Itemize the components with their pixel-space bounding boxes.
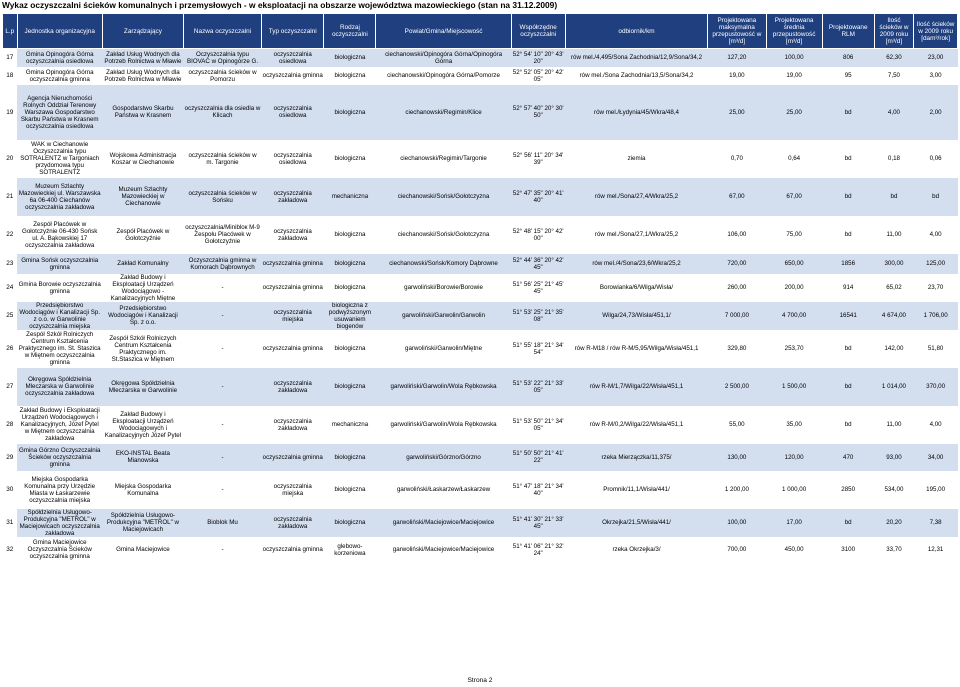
cell-pmax: 720,00 (708, 254, 766, 274)
cell-nazwa: - (184, 537, 262, 563)
column-header: Ilość ścieków w 2009 roku [dam³/rok] (914, 14, 958, 49)
cell-jednostka: Gmina Opinogóra Górna oczyszczalnia osiedlowa (17, 49, 102, 67)
cell-typ: oczyszczalnia gminna (262, 537, 324, 563)
cell-typ: oczyszczalnia osiedlowa (262, 85, 324, 140)
cell-typ: oczyszczalnia zakładowa (262, 216, 324, 254)
cell-rodzaj: biologiczna (324, 444, 376, 471)
cell-odbiornik: rów R-M/0,2/Wilga/22/Wisła/451,1 (565, 406, 708, 444)
table-row (3, 274, 958, 302)
cell-wsp: 52° 47' 35" 20° 41' 40" (511, 178, 565, 216)
cell-rlm: 470 (822, 444, 874, 471)
cell-wsp: 51° 53' 22" 21° 33' 05" (511, 368, 565, 406)
cell-rlm: 3100 (822, 537, 874, 563)
cell-lp: 29 (3, 444, 18, 471)
cell-lp: 19 (3, 85, 18, 140)
cell-jednostka: Miejska Gospodarka Komunalna przy Urzędzie Miasta w Łaskarzewie oczyszczalnia miejska (17, 471, 102, 509)
cell-rodzaj: biologiczna (324, 85, 376, 140)
cell-psr: 0,64 (766, 140, 822, 178)
cell-rodzaj: biologiczna (324, 49, 376, 67)
cell-powiat: ciechanowski/Sońsk/Gołotczyzna (376, 178, 511, 216)
cell-pmax: 0,70 (708, 140, 766, 178)
cell-zarzadzajacy: Gmina Maciejowice (102, 537, 183, 563)
cell-powiat: garwoliński/Garwolin/Garwolin (376, 302, 511, 330)
cell-pmax: 260,00 (708, 274, 766, 302)
cell-pmax: 25,00 (708, 85, 766, 140)
cell-powiat: ciechanowski/Opinogóra Górna/Pomorze (376, 67, 511, 85)
cell-rlm: 95 (822, 67, 874, 85)
cell-psr: 253,70 (766, 330, 822, 368)
column-header: Projektowana maksymalna przepustowość w [m³/d] (708, 14, 766, 49)
cell-q2: 7,38 (914, 509, 958, 537)
cell-jednostka: Gmina Maciejowice Oczyszczalnia Ścieków oczyszczalnia gminna (17, 537, 102, 563)
page-number: Strona 2 (467, 677, 493, 684)
cell-pmax: 127,20 (708, 49, 766, 67)
cell-lp: 24 (3, 274, 18, 302)
cell-powiat: garwoliński/Łaskarzew/Łaskarzew (376, 471, 511, 509)
cell-pmax: 100,00 (708, 509, 766, 537)
cell-lp: 21 (3, 178, 18, 216)
cell-lp: 32 (3, 537, 18, 563)
cell-nazwa: - (184, 302, 262, 330)
cell-zarzadzajacy: Miejska Gospodarka Komunalna (102, 471, 183, 509)
cell-powiat: garwoliński/Maciejowice/Maciejowice (376, 509, 511, 537)
cell-jednostka: WAK w Ciechanowie Oczyszczalnia typu SOTRALENTZ w Targoniach przydomowa typu SOTRALENTZ (17, 140, 102, 178)
cell-q2: 1 706,00 (914, 302, 958, 330)
cell-jednostka: Gmina Górzno Oczyszczalnia Ścieków oczyszczalnia gminna (17, 444, 102, 471)
cell-lp: 18 (3, 67, 18, 85)
table-row (3, 302, 958, 330)
cell-typ: oczyszczalnia miejska (262, 471, 324, 509)
cell-odbiornik: rów R-M18 / rów R-M/5,95/Wilga/Wisła/451,1 (565, 330, 708, 368)
cell-typ: oczyszczalnia gminna (262, 67, 324, 85)
cell-jednostka: Gmina Opinogóra Górna oczyszczalnia gminna (17, 67, 102, 85)
cell-q1: 4 674,00 (874, 302, 914, 330)
cell-psr: 120,00 (766, 444, 822, 471)
cell-pmax: 19,00 (708, 67, 766, 85)
document-title: Wykaz oczyszczalni ścieków komunalnych i przemysłowych - w eksploatacji na obszarze województwa mazowieckiego (stan na 31.12.2009) (2, 0, 558, 10)
cell-psr: 67,00 (766, 178, 822, 216)
cell-lp: 28 (3, 406, 18, 444)
cell-typ: oczyszczalnia osiedlowa (262, 140, 324, 178)
cell-psr: 650,00 (766, 254, 822, 274)
cell-jednostka: Gmina Borowie oczyszczalnia gminna (17, 274, 102, 302)
cell-pmax: 329,80 (708, 330, 766, 368)
cell-wsp: 52° 57' 40" 20° 30' 50" (511, 85, 565, 140)
cell-nazwa: - (184, 406, 262, 444)
cell-rlm: bd (822, 85, 874, 140)
cell-wsp: 52° 52' 05" 20° 42' 05" (512, 68, 564, 83)
cell-rlm: bd (822, 178, 874, 216)
cell-powiat: garwoliński/Maciejowice/Maciejowice (376, 537, 511, 563)
cell-nazwa: - (184, 368, 262, 406)
cell-rodzaj: biologiczna (324, 330, 376, 368)
cell-rlm: 16541 (822, 302, 874, 330)
cell-q2: 195,00 (914, 471, 958, 509)
cell-rodzaj: mechaniczna (324, 406, 376, 444)
cell-q1: 142,00 (874, 330, 914, 368)
cell-q2: 0,06 (914, 140, 958, 178)
cell-lp: 22 (3, 216, 18, 254)
table-row (3, 368, 958, 406)
column-header: Zarządzający (102, 14, 183, 49)
cell-lp: 23 (3, 254, 18, 274)
cell-zarzadzajacy: Spółdzielnia Usługowo-Produkcyjna "METROL" w Maciejowicach (102, 509, 183, 537)
cell-q1: 7,50 (874, 67, 914, 85)
cell-powiat: garwoliński/Górzno/Górzno (376, 444, 511, 471)
cell-wsp: 51° 53' 50" 21° 34' 05" (511, 406, 565, 444)
cell-odbiornik: rów mel./4/Sona/23,6/Wkra/25,2 (565, 254, 708, 274)
cell-jednostka: Muzeum Szlachty Mazowieckiej ul. Warszawska 6a 06-400 Ciechanów oczyszczalnia zakładowa (17, 178, 102, 216)
cell-q1: 11,00 (874, 406, 914, 444)
cell-psr: 19,00 (766, 67, 822, 85)
table-row (3, 471, 958, 509)
cell-wsp: 51° 56' 25" 21° 45' 45" (511, 274, 565, 302)
cell-psr: 450,00 (766, 537, 822, 563)
cell-q2: 34,00 (914, 444, 958, 471)
cell-pmax: 67,00 (708, 178, 766, 216)
cell-typ: oczyszczalnia miejska (262, 302, 324, 330)
cell-wsp: 51° 41' 30" 21° 33' 45" (511, 509, 565, 537)
column-header: Projektowana średnia przepustowość [m³/d] (766, 14, 822, 49)
column-header: Współrzędne oczyszczalni (511, 14, 565, 49)
cell-powiat: garwoliński/Garwolin/Miętne (376, 330, 511, 368)
cell-odbiornik: ziemia (565, 140, 708, 178)
cell-rodzaj: biologiczna (324, 216, 376, 254)
cell-powiat: ciechanowski/Regimin/Klice (376, 85, 511, 140)
cell-wsp: 51° 55' 18" 21° 34' 54" (511, 330, 565, 368)
cell-nazwa: Oczyszczalnia gminna w Komorach Dąbrownych (184, 254, 262, 274)
cell-jednostka: Agencja Nieruchomości Rolnych Oddział Terenowy Warszawa Gospodarstwo Skarbu Państwa w Krasnem oczyszczalnia osiedlowa (17, 85, 102, 140)
cell-rodzaj: biologiczna (324, 509, 376, 537)
cell-odbiornik: rów R-M/1,7/Wilga/22/Wisła/451,1 (565, 368, 708, 406)
cell-q1: 11,00 (874, 216, 914, 254)
cell-rodzaj: biologiczna (324, 368, 376, 406)
column-header: Powiat/Gmina/Miejscowość (376, 14, 511, 49)
cell-q1: 20,20 (874, 509, 914, 537)
cell-q1: 534,00 (874, 471, 914, 509)
cell-nazwa: oczyszczalnia ścieków w Pomorzu (184, 67, 262, 85)
cell-jednostka: Okręgowa Spółdzielnia Mleczarska w Garwolinie oczyszczalnia zakładowa (17, 368, 102, 406)
cell-nazwa: Oczyszczalnia typu BIOVAC w Opinogórze G. (184, 49, 262, 67)
cell-zarzadzajacy: Zespół Placówek w Gołotczyźnie (102, 216, 183, 254)
cell-pmax: 700,00 (708, 537, 766, 563)
cell-odbiornik: rzeka Mierzączka/11,375/ (565, 444, 708, 471)
cell-typ: oczyszczalnia gminna (262, 330, 324, 368)
table-row (3, 444, 958, 471)
cell-psr: 200,00 (766, 274, 822, 302)
cell-nazwa: - (184, 471, 262, 509)
cell-rlm: bd (822, 509, 874, 537)
cell-zarzadzajacy: Zakład Budowy i Eksploatacji Urządzeń Wodociągowych i Kanalizacyjnych Józef Pytel (102, 406, 183, 444)
cell-typ: oczyszczalnia zakładowa (262, 178, 324, 216)
cell-lp: 20 (3, 140, 18, 178)
table-row (3, 140, 958, 178)
cell-lp: 26 (3, 330, 18, 368)
table-row (3, 216, 958, 254)
cell-q2: 23,70 (914, 274, 958, 302)
cell-nazwa: oczyszczalnia/Minibloк M-9 Zespołu Placówek w Gołotczyźnie (184, 216, 262, 254)
cell-rodzaj: biologiczna (324, 140, 376, 178)
table-row (3, 49, 958, 67)
cell-pmax: 106,00 (708, 216, 766, 254)
cell-psr: 1 000,00 (766, 471, 822, 509)
cell-wsp: 51° 41' 06" 21° 32' 24" (511, 537, 565, 563)
cell-rlm: 1856 (822, 254, 874, 274)
cell-rlm: 914 (822, 274, 874, 302)
cell-zarzadzajacy: EKO-INSTAL Beata Mianowska (102, 444, 183, 471)
cell-powiat: garwoliński/Borowie/Borowie (376, 274, 511, 302)
cell-rlm: 2850 (822, 471, 874, 509)
cell-wsp: 52° 54' 10" 20° 43' 20" (511, 49, 565, 67)
cell-zarzadzajacy: Zakład Budowy i Eksploatacji Urządzeń Wodociągowo - Kanalizacyjnych Miętne (102, 274, 183, 302)
cell-pmax: 7 000,00 (708, 302, 766, 330)
cell-zarzadzajacy: Muzeum Szlachty Mazowieckiej w Ciechanowie (102, 178, 183, 216)
cell-lp: 31 (3, 509, 18, 537)
cell-q2: 370,00 (914, 368, 958, 406)
column-header: Typ oczyszczalni (262, 14, 324, 49)
cell-odbiornik: rów mel./Sona Zachodnia/13,5/Sona/34,2 (565, 67, 708, 85)
column-header: Ilość ścieków w 2009 roku [m³/d] (874, 14, 914, 49)
cell-rodzaj: glebowo-korzeniowa (324, 537, 376, 563)
cell-odbiornik: rów mel./Sona/27,4/Wkra/25,2 (565, 178, 708, 216)
cell-typ: oczyszczalnia gminna (262, 274, 324, 302)
table-row (3, 85, 958, 140)
cell-nazwa: - (184, 444, 262, 471)
header-row (3, 14, 958, 49)
cell-wsp: 51° 50' 50" 21° 41' 22" (511, 444, 565, 471)
cell-jednostka: Zespół Szkół Rolniczych Centrum Kształcenia Praktycznego im. St. Staszica w Miętnem oczyszczalnia gminna (18, 331, 101, 366)
cell-rlm: bd (822, 368, 874, 406)
cell-odbiornik: Okrzejka/21,5/Wisła/441/ (565, 509, 708, 537)
cell-wsp: 52° 48' 15" 20° 42' 00" (511, 216, 565, 254)
cell-typ: oczyszczalnia gminna (262, 254, 324, 274)
cell-rodzaj: biologiczna (324, 254, 376, 274)
cell-nazwa: oczyszczalnia dla osiedla w Klicach (184, 85, 262, 140)
table-row (3, 406, 958, 444)
table-row (3, 537, 958, 563)
cell-q2: 23,00 (914, 49, 958, 67)
table-row (3, 178, 958, 216)
cell-jednostka: Zakład Budowy i Eksploatacji Urządzeń Wodociągowych i Kanalizacyjnych, Józef Pytel w Miętnem oczyszczalnia zakładowa (17, 406, 102, 444)
cell-jednostka: Gmina Sońsk oczyszczalnia gminna (17, 254, 102, 274)
cell-odbiornik: rów mel./Sona/27,1/Wkra/25,2 (565, 216, 708, 254)
cell-wsp: 52° 56' 11" 20° 34' 39" (511, 140, 565, 178)
cell-rlm: bd (822, 140, 874, 178)
cell-zarzadzajacy: Zakład Usług Wodnych dla Potrzeb Rolnictwa w Mławie (102, 67, 183, 85)
cell-typ: oczyszczalnia osiedlowa (262, 49, 324, 67)
cell-pmax: 1 200,00 (708, 471, 766, 509)
cell-powiat: ciechanowski/Opinogóra Górna/Opinogóra Górna (376, 49, 511, 67)
cell-odbiornik: Promnik/11,1/Wisła/441/ (565, 471, 708, 509)
cell-jednostka: Spółdzielnia Usługowo-Produkcyjna "METROL" w Maciejowicach oczyszczalnia zakładowa (17, 509, 102, 537)
cell-q2: 4,00 (914, 406, 958, 444)
cell-zarzadzajacy: Zespół Szkół Rolniczych Centrum Kształcenia Praktycznego im. St.Staszica w Miętnem (102, 330, 183, 368)
cell-q2: 125,00 (914, 254, 958, 274)
cell-q1: 4,00 (874, 85, 914, 140)
cell-odbiornik: rzeka Okrzejka/3/ (565, 537, 708, 563)
cell-psr: 25,00 (766, 85, 822, 140)
column-header: Jednostka organizacyjna (17, 14, 102, 49)
cell-pmax: 130,00 (708, 444, 766, 471)
cell-powiat: ciechanowski/Sońsk/Gołotczyzna (376, 216, 511, 254)
cell-q1: 93,00 (874, 444, 914, 471)
cell-rlm: bd (822, 216, 874, 254)
cell-q1: 1 014,00 (874, 368, 914, 406)
cell-rodzaj: biologiczna (324, 274, 376, 302)
table-row (3, 330, 958, 368)
cell-psr: 1 500,00 (766, 368, 822, 406)
cell-wsp: 52° 44' 36" 20° 42' 45" (511, 254, 565, 274)
cell-pmax: 55,00 (708, 406, 766, 444)
cell-typ: oczyszczalnia gminna (262, 444, 324, 471)
cell-lp: 17 (3, 49, 18, 67)
cell-powiat: garwoliński/Garwolin/Wola Rębkowska (376, 368, 511, 406)
table-row (3, 509, 958, 537)
cell-q2: 51,80 (914, 330, 958, 368)
cell-odbiornik: Borowianka/6/Wilga/Wisła/ (565, 274, 708, 302)
cell-typ: oczyszczalnia zakładowa (262, 406, 324, 444)
column-header: Nazwa oczyszczalni (184, 14, 262, 49)
cell-q1: bd (874, 178, 914, 216)
cell-jednostka: Zespół Placówek w Gołotczyźnie 06-430 Sońsk ul. A. Bąkowskiej 17 oczyszczalnia zakładowa (17, 216, 102, 254)
cell-psr: 75,00 (766, 216, 822, 254)
cell-powiat: ciechanowski/Sońsk/Komory Dąbrowne (376, 254, 511, 274)
cell-zarzadzajacy: Gospodarstwo Skarbu Państwa w Krasnem (102, 85, 183, 140)
table-row (3, 254, 958, 274)
cell-typ: oczyszczalnia zakładowa (262, 509, 324, 537)
cell-typ: oczyszczalnia zakładowa (262, 368, 324, 406)
cell-psr: 100,00 (766, 49, 822, 67)
cell-rodzaj: mechaniczna (324, 178, 376, 216)
cell-zarzadzajacy: Okręgowa Spółdzielnia Mleczarska w Garwolinie (102, 368, 183, 406)
cell-q1: 300,00 (874, 254, 914, 274)
cell-nazwa: oczyszczalnia ścieków w m. Targonie (184, 140, 262, 178)
cell-rlm: bd (822, 406, 874, 444)
cell-q2: bd (914, 178, 958, 216)
cell-odbiornik: rów mel./4,495/Sona Zachodnia/12,9/Sona/34,2 (565, 49, 708, 67)
cell-nazwa: Bioblok Mu (184, 509, 262, 537)
cell-q1: 65,02 (874, 274, 914, 302)
cell-psr: 17,00 (766, 509, 822, 537)
cell-rlm: 806 (822, 49, 874, 67)
cell-zarzadzajacy: Wojskowa Administracja Koszar w Ciechanowie (102, 140, 183, 178)
cell-powiat: garwoliński/Garwolin/Wola Rębkowska (376, 406, 511, 444)
cell-zarzadzajacy: Przedsiębiorstwo Wodociągów i Kanalizacji Sp. z o.o. (102, 302, 183, 330)
table-row (3, 67, 958, 85)
cell-jednostka: Przedsiębiorstwo Wodociągów i Kanalizacji Sp. z o.o. w Garwolinie oczyszczalnia miejska (17, 302, 102, 330)
cell-q1: 62,30 (874, 49, 914, 67)
cell-nazwa: oczyszczalnia ścieków w Sońsku (184, 178, 262, 216)
column-header: Projektowane RLM (822, 14, 874, 49)
cell-rodzaj: biologiczna z podwyższonym usuwaniem biogenów (324, 302, 376, 330)
column-header: L.p (3, 14, 18, 49)
cell-q2: 3,00 (914, 67, 958, 85)
cell-wsp: 51° 47' 18" 21° 34' 40" (511, 471, 565, 509)
cell-q1: 33,70 (874, 537, 914, 563)
cell-psr: 4 700,00 (766, 302, 822, 330)
column-header: odbiornik/km (565, 14, 708, 49)
cell-rlm: bd (822, 330, 874, 368)
cell-q2: 12,31 (914, 537, 958, 563)
cell-lp: 27 (3, 368, 18, 406)
cell-rodzaj: biologiczna (324, 471, 376, 509)
cell-zarzadzajacy: Zakład Usług Wodnych dla Potrzeb Rolnictwa w Mławie (102, 49, 183, 67)
cell-lp: 25 (3, 302, 18, 330)
cell-odbiornik: rów mel./Łydynia/45/Wkra/48,4 (565, 85, 708, 140)
cell-lp: 30 (3, 471, 18, 509)
cell-nazwa: - (184, 330, 262, 368)
cell-powiat: ciechanowski/Regimin/Targonie (376, 140, 511, 178)
cell-odbiornik: Wilga/24,73/Wisła/451,1/ (565, 302, 708, 330)
cell-q2: 4,00 (914, 216, 958, 254)
cell-pmax: 2 500,00 (708, 368, 766, 406)
cell-nazwa: - (184, 274, 262, 302)
column-header: Rodzaj oczyszczalni (324, 14, 376, 49)
cell-zarzadzajacy: Zakład Komunalny (102, 254, 183, 274)
cell-wsp: 51° 53' 25" 21° 35' 08" (511, 302, 565, 330)
cell-q2: 2,00 (914, 85, 958, 140)
cell-rodzaj: biologiczna (324, 67, 376, 85)
wastewater-plants-table (2, 13, 958, 563)
cell-psr: 35,00 (766, 406, 822, 444)
cell-q1: 0,18 (874, 140, 914, 178)
